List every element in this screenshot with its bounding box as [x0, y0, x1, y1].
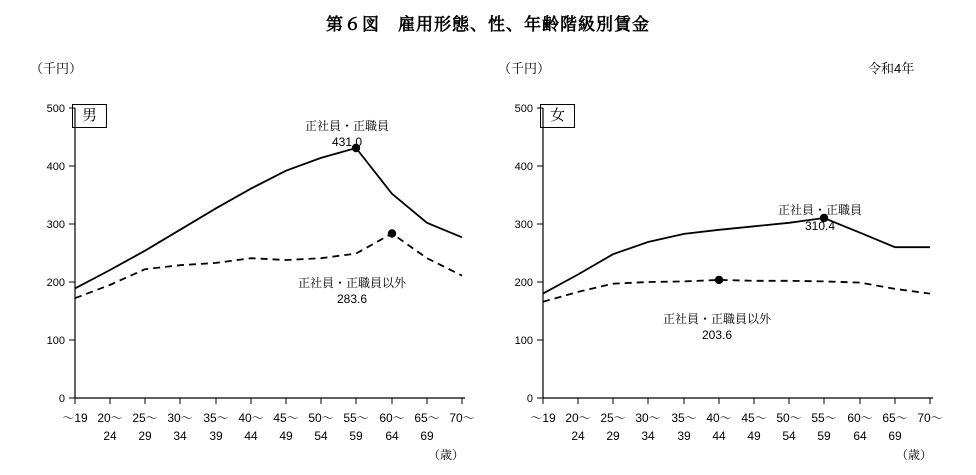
year-note: 令和4年 [868, 61, 915, 76]
svg-text:50～: 50～ [776, 411, 802, 425]
svg-text:40～: 40～ [706, 411, 732, 425]
svg-text:400: 400 [46, 161, 65, 173]
svg-text:54: 54 [314, 429, 328, 443]
x-axis-unit-label-female: （歳） [896, 448, 933, 462]
svg-text:30～: 30～ [635, 411, 661, 425]
svg-text:200: 200 [514, 277, 533, 289]
svg-text:100: 100 [514, 335, 533, 347]
y-axis-unit-label-female: （千円） [498, 61, 551, 76]
svg-text:45～: 45～ [741, 411, 767, 425]
svg-text:50～: 50～ [308, 411, 334, 425]
svg-text:39: 39 [209, 429, 223, 443]
svg-text:55～: 55～ [811, 411, 837, 425]
svg-text:49: 49 [747, 429, 761, 443]
svg-text:200: 200 [46, 277, 65, 289]
annotation-male-nonregular: 正社員・正職員以外 283.6 [298, 276, 407, 307]
svg-text:64: 64 [853, 429, 867, 443]
svg-text:69: 69 [888, 429, 902, 443]
svg-text:0: 0 [526, 393, 533, 405]
panel-title-male: 男 [72, 104, 107, 128]
data-marker-male-nonregular [388, 229, 396, 237]
svg-text:55～: 55～ [343, 411, 369, 425]
svg-text:70～: 70～ [917, 411, 943, 425]
svg-text:400: 400 [514, 161, 533, 173]
plot-area-male [20, 88, 480, 458]
svg-text:44: 44 [712, 429, 726, 443]
panel-title-female: 女 [540, 104, 575, 128]
svg-text:35～: 35～ [671, 411, 697, 425]
svg-text:60～: 60～ [847, 411, 873, 425]
svg-text:40～: 40～ [238, 411, 264, 425]
svg-text:39: 39 [677, 429, 691, 443]
svg-text:70～: 70～ [449, 411, 475, 425]
svg-text:64: 64 [385, 429, 399, 443]
y-axis-unit-label-male: （千円） [30, 61, 83, 76]
svg-text:29: 29 [138, 429, 152, 443]
svg-text:20～: 20～ [97, 411, 123, 425]
svg-text:24: 24 [103, 429, 117, 443]
svg-text:300: 300 [514, 219, 533, 231]
svg-text:60～: 60～ [379, 411, 405, 425]
svg-text:49: 49 [279, 429, 293, 443]
chart-panel-female [488, 58, 948, 462]
svg-text:0: 0 [58, 393, 65, 405]
svg-text:24: 24 [571, 429, 585, 443]
svg-text:44: 44 [244, 429, 258, 443]
svg-text:59: 59 [817, 429, 831, 443]
svg-text:～19: ～19 [530, 411, 556, 425]
svg-text:25～: 25～ [132, 411, 158, 425]
annotation-female-regular: 正社員・正職員 310.4 [778, 203, 863, 234]
svg-text:30～: 30～ [167, 411, 193, 425]
svg-text:45～: 45～ [273, 411, 299, 425]
svg-text:65～: 65～ [414, 411, 440, 425]
svg-text:59: 59 [349, 429, 363, 443]
svg-text:300: 300 [46, 219, 65, 231]
svg-text:100: 100 [46, 335, 65, 347]
svg-text:～19: ～19 [62, 411, 88, 425]
svg-text:20～: 20～ [565, 411, 591, 425]
svg-text:500: 500 [46, 103, 65, 115]
svg-text:500: 500 [514, 103, 533, 115]
data-marker-female-nonregular [715, 276, 723, 284]
plot-area-female [488, 88, 948, 458]
svg-text:25～: 25～ [600, 411, 626, 425]
x-axis-unit-label-male: （歳） [428, 448, 465, 462]
annotation-female-nonregular: 正社員・正職員以外 203.6 [663, 312, 772, 343]
svg-text:29: 29 [606, 429, 620, 443]
svg-text:65～: 65～ [882, 411, 908, 425]
svg-text:69: 69 [420, 429, 434, 443]
annotation-male-regular: 正社員・正職員 431.0 [305, 119, 390, 150]
page-title: 第６図 雇用形態、性、年齢階級別賃金 [326, 15, 650, 34]
svg-text:34: 34 [641, 429, 655, 443]
svg-text:35～: 35～ [203, 411, 229, 425]
svg-text:54: 54 [782, 429, 796, 443]
svg-text:34: 34 [173, 429, 187, 443]
chart-panel-male [20, 58, 480, 462]
